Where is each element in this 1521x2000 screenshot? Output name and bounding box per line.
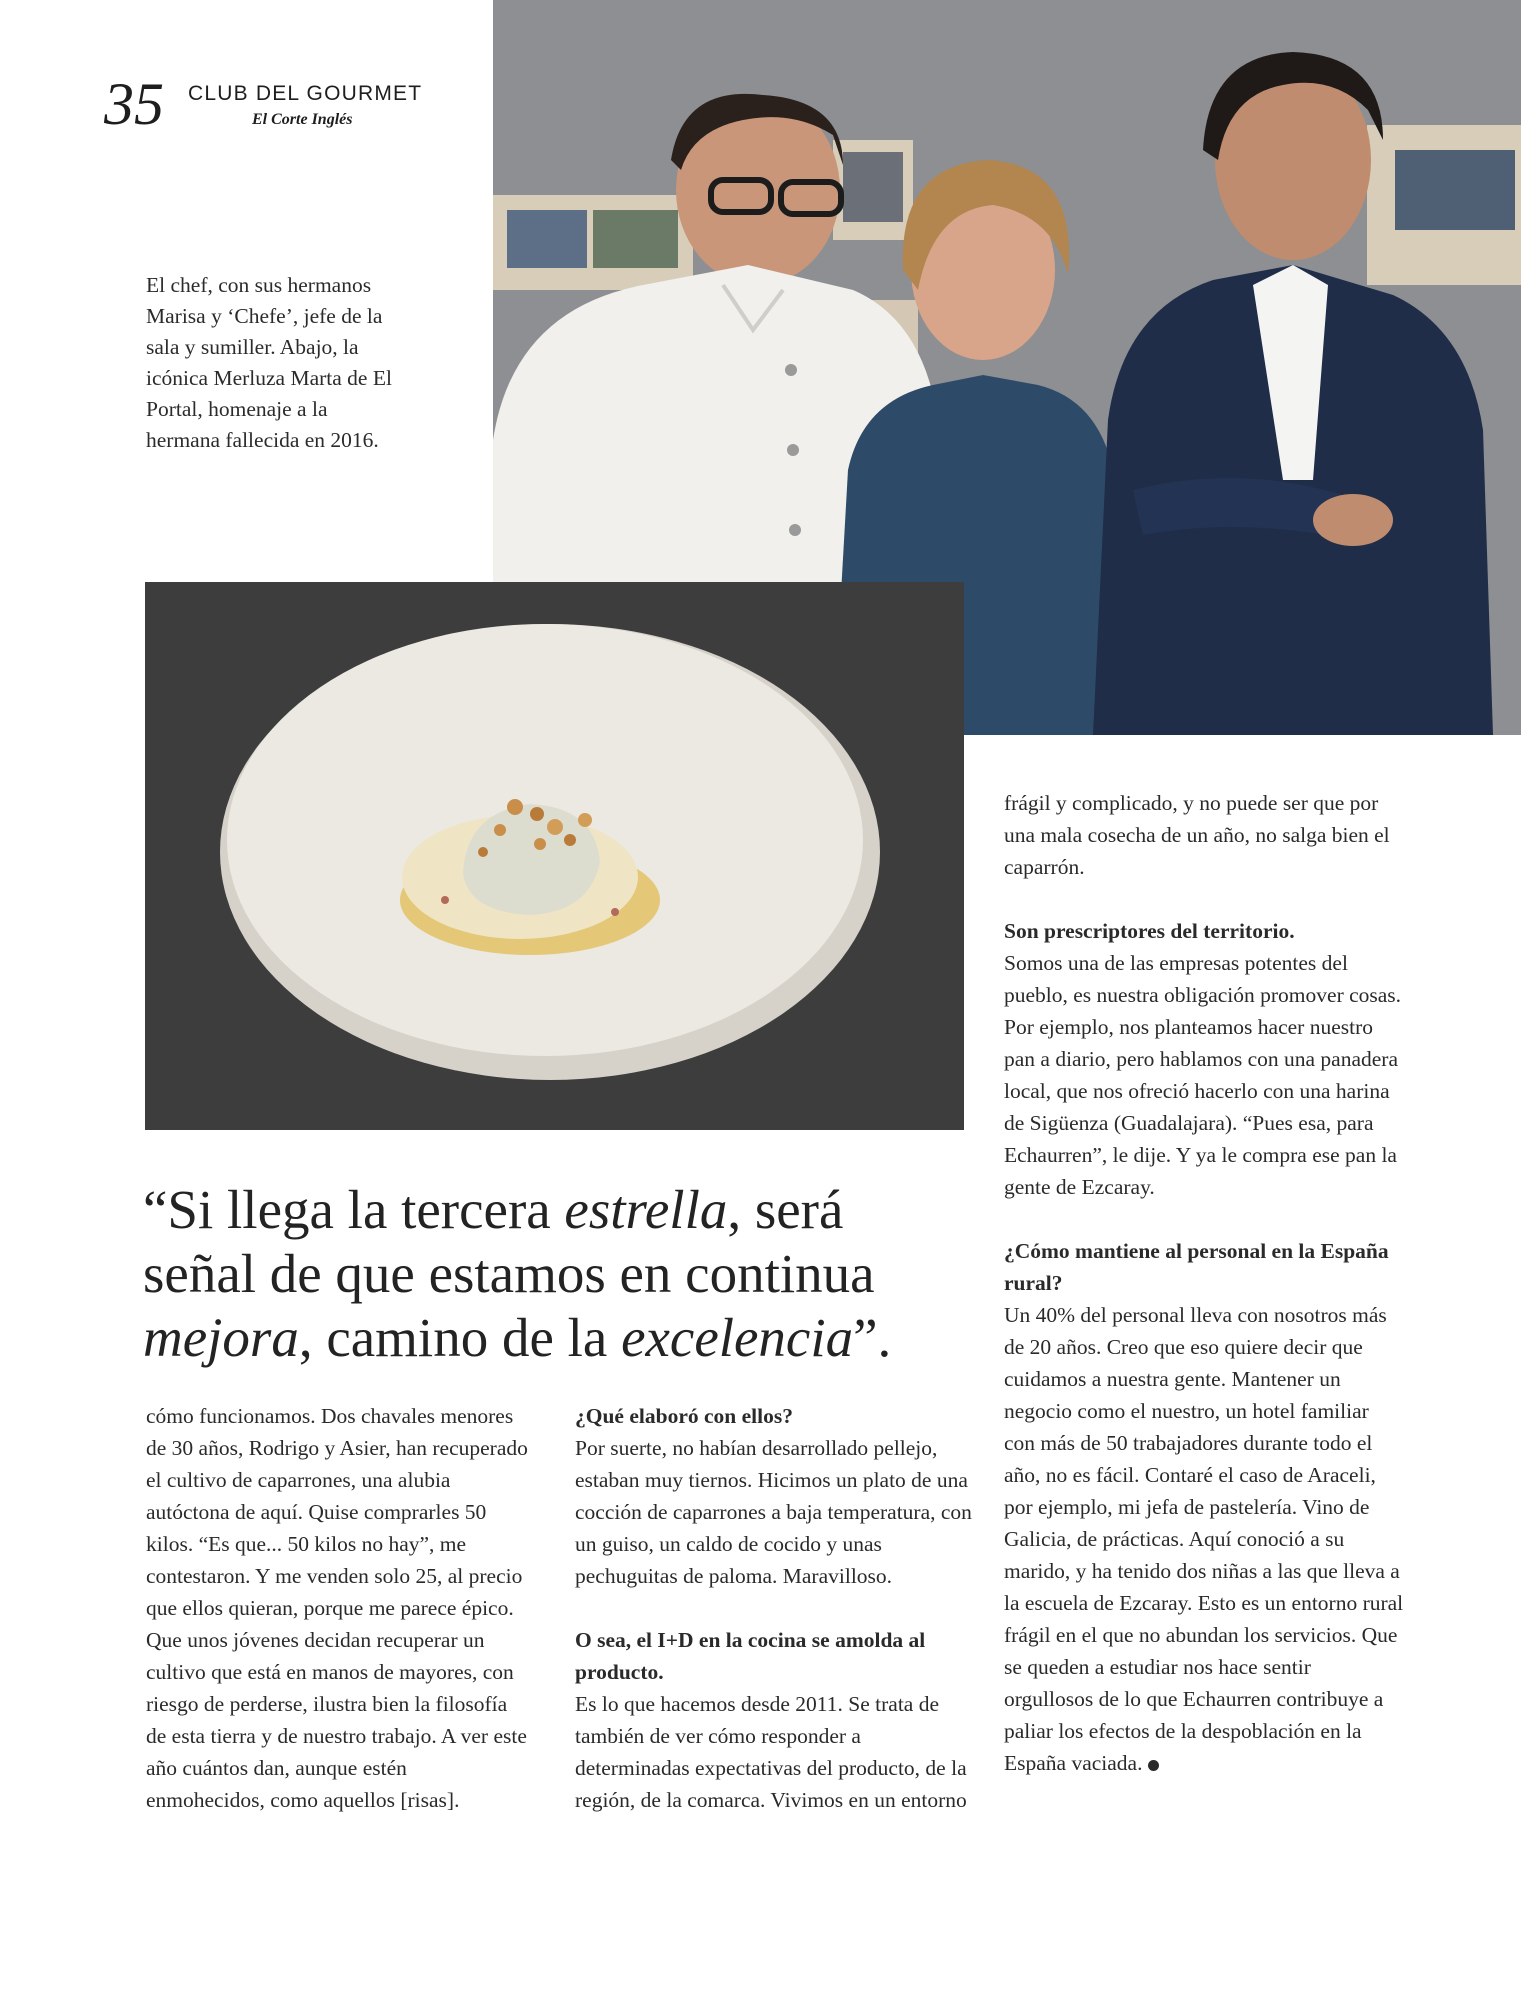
article-column-3: [1004, 787, 1404, 1779]
section-title: CLUB DEL GOURMET: [188, 82, 423, 105]
interview-answer: Un 40% del personal lleva con nosotros más de 20 años. Creo que eso quiere decir que cuidamos a nuestra gente. Mantener un negocio como el nuestro, un hotel familiar con más de 50 trabajadores durante todo el año, no es fácil. Contaré el caso de Araceli, por ejemplo, mi jefa de pastelería. Vino de Galicia, de prácticas. Aquí conoció a su marido, y ha tenido dos niñas a las que lleva a la escuela de Ezcaray. Esto es un entorno rural frágil en el que no abundan los servicios. Que se queden a estudiar nos hace sentir orgullosos de lo que Echaurren contribuye a paliar los efectos de la despoblación en la España vaciada.: [1004, 1303, 1404, 1775]
paragraph: frágil y complicado, y no puede ser que por una mala cosecha de un año, no salga bien el caparrón.: [1004, 791, 1390, 879]
qa-block: [575, 1624, 975, 1816]
interview-answer: Es lo que hacemos desde 2011. Se trata de también de ver cómo responder a determinadas expectativas del producto, de la región, de la comarca. Vivimos en un entorno: [575, 1692, 967, 1812]
quote-text: “Si llega la tercera: [143, 1179, 565, 1240]
photo-caption: El chef, con sus hermanos Marisa y ‘Chefe’, jefe de la sala y sumiller. Abajo, la icónica Merluza Marta de El Portal, homenaje a la hermana fallecida en 2016.: [146, 273, 392, 452]
page-number: 35: [104, 71, 164, 137]
article-column-2: [575, 1400, 975, 1816]
quote-text: , será señal de que estamos en continua: [143, 1179, 875, 1304]
interview-question: O sea, el I+D en la cocina se amolda al producto.: [575, 1628, 926, 1684]
qa-block: [1004, 1235, 1404, 1779]
qa-block: [575, 1400, 975, 1592]
interview-question: ¿Qué elaboró con ellos?: [575, 1404, 793, 1428]
dish-photo: [145, 582, 964, 1130]
interview-answer: Somos una de las empresas potentes del pueblo, es nuestra obligación promover cosas. Por ejemplo, nos planteamos hacer nuestro pan a diario, pero hablamos con una panadera local, que nos ofreció hacerlo con una harina de Sigüenza (Guadalajara). “Pues esa, para Echaurren”, le dije. Y ya le compra ese pan la gente de Ezcaray.: [1004, 951, 1402, 1199]
quote-emphasis: excelencia: [621, 1307, 854, 1368]
end-mark-icon: [1148, 1760, 1159, 1771]
pull-quote: [143, 1178, 963, 1370]
paragraph: cómo funcionamos. Dos chavales menores de 30 años, Rodrigo y Asier, han recuperado el cultivo de caparrones, una alubia autóctona de aquí. Quise comprarles 50 kilos. “Es que... 50 kilos no hay”, me contestaron. Y me venden solo 25, al precio que ellos quieran, porque me parece épico. Que unos jóvenes decidan recuperar un cultivo que está en manos de mayores, con riesgo de perderse, ilustra bien la filosofía de esta tierra y de nuestro trabajo. A ver este año cuántos dan, aunque estén enmohecidos, como aquellos [risas].: [146, 1404, 528, 1812]
brand-logo: El Corte Inglés: [252, 111, 353, 128]
interview-question: ¿Cómo mantiene al personal en la España rural?: [1004, 1239, 1389, 1295]
quote-text: , camino de la: [298, 1307, 622, 1368]
quote-text: ”.: [853, 1307, 892, 1368]
quote-emphasis: mejora: [143, 1307, 299, 1368]
interview-answer: Por suerte, no habían desarrollado pellejo, estaban muy tiernos. Hicimos un plato de una cocción de caparrones a baja temperatura, con un guiso, un caldo de cocido y unas pechuguitas de paloma. Maravilloso.: [575, 1436, 972, 1588]
qa-block: [1004, 915, 1404, 1203]
article-column-1: [146, 1400, 528, 1816]
interview-question: Son prescriptores del territorio.: [1004, 919, 1295, 943]
quote-emphasis: estrella: [564, 1179, 728, 1240]
